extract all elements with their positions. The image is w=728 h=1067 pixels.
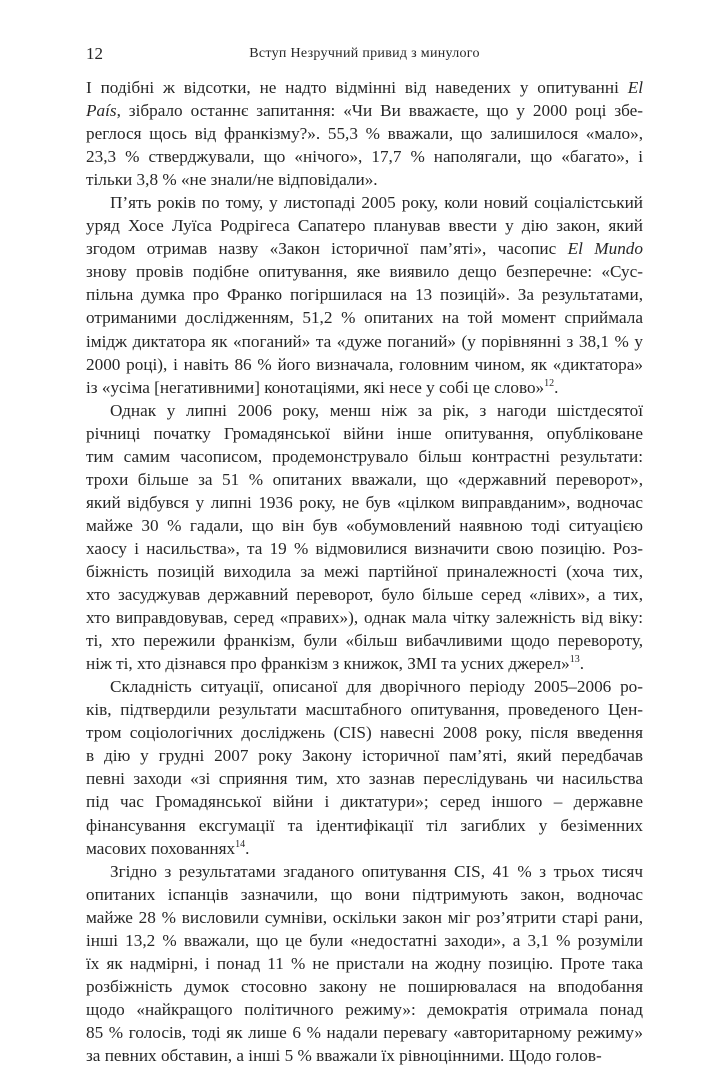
text-line: біжність позицій виходила за межі партійної приналежності (хоча тих, [86, 561, 643, 581]
text-line: País, зібрало останнє запитання: «Чи Ви вважаєте, що у 2000 році збе- [86, 101, 643, 121]
text-line: розбіжність думок стосовно закону не поширювалася на вподобання [86, 976, 643, 996]
text-line: Складність ситуації, описаної для дворічного періоду 2005–2006 ро- [110, 677, 643, 697]
text-line: Однак у липні 2006 року, менш ніж за рік, з нагоди шістдесятої [110, 400, 643, 420]
text-line: за певних обставин, а інші 5 % вважали їх рівноцінними. Щодо голов- [86, 1045, 602, 1065]
text-line: уряд Хосе Луїса Родрігеса Сапатеро планував ввести у дію закон, який [86, 216, 643, 236]
paragraph [86, 399, 643, 676]
text-line: хто засуджував державний переворот, було більше серед «лівих», а тих, [86, 585, 643, 605]
text-line: імідж диктатора як «поганий» та «дуже поганий» (у порівнянні з 38,1 % у [86, 331, 643, 351]
text-line: Згідно з результатами згаданого опитування CIS, 41 % з трьох тисяч [110, 861, 643, 881]
text-line: знову провів подібне опитування, яке виявило дещо безперечне: «Сус- [86, 262, 643, 282]
text-line: трохи більше за 51 % опитаних вважали, що «державний переворот», [86, 469, 643, 489]
text-line: під час Громадянської війни і диктатури»; серед іншого – державне [86, 792, 643, 812]
chapter-title: Вступ Незручний привид з минулого [249, 46, 480, 61]
page-number: 12 [86, 44, 103, 63]
text-line: щодо «найкращого політичного режиму»: демократія отримала понад [86, 999, 643, 1019]
text-line: їх як надмірні, і понад 11 % не пристали на жодну позицію. Проте така [86, 953, 643, 973]
text-line: отриманими дослідженням, 51,2 % опитаних на той момент сприймала [86, 308, 643, 328]
text-line: фінансування ексгумації та ідентифікації тіл загиблих у безіменних [86, 815, 643, 835]
text-line: із «усіма [негативними] конотаціями, які несе у собі це слово»$^{12}$. [86, 377, 559, 397]
text-line: в дію у грудні 2007 року Закону історичної пам’яті, який передбачав [86, 746, 643, 766]
footnote-ref[interactable]: 12 [544, 377, 555, 389]
text-line: 2000 році), і навіть 86 % його визначала, головним чином, як «диктатора» [86, 354, 643, 374]
text-line: річниці початку Громадянської війни інше опитування, опубліковане [86, 423, 643, 443]
italic-title: El [627, 78, 643, 97]
text-line: який відбувся у липні 1936 року, не був «цілком виправданим», водночас [86, 492, 643, 512]
footnote-ref[interactable]: 14 [235, 838, 246, 850]
text-line: тром соціологічних досліджень (CIS) навесні 2008 року, після введення [86, 723, 643, 743]
text-line: хаосу і насильства», та 19 % відмовилися визначити свою позицію. Роз- [86, 538, 643, 558]
text-line: ті, хто пережили франкізм, були «більш вибачливими щодо перевороту, [86, 631, 643, 651]
text-line: ків, підтвердили результати масштабного опитування, проведеного Цен- [86, 700, 643, 720]
text-line: певні заходи «зі сприяння тим, хто зазнав переслідувань чи насильства [86, 769, 643, 789]
paragraph [86, 860, 643, 1067]
text-line: опитаних іспанців зазначили, що вони підтримують закон, водночас [86, 884, 643, 904]
text-line: тільки 3,8 % «не знали/не відповідали». [86, 170, 378, 190]
body-text [86, 76, 643, 1067]
text-line: пільна думка про Франко погіршилася на 13 позицій». За результатами, [86, 285, 643, 305]
text-line: згодом отримав назву «Закон історичної пам’яті», часопис El Mundo [86, 239, 643, 259]
text-line: ніж ті, хто дізнався про франкізм з книжок, ЗМІ та усних джерел»$^{13}$. [86, 654, 585, 674]
text-line: масових похованнях$^{14}$. [86, 838, 250, 858]
italic-title: País [86, 101, 117, 121]
text-line: майже 30 % гадали, що він був «обумовлений наявною тоді ситуацією [86, 515, 643, 535]
running-header [86, 42, 643, 66]
text-line: хто виправдовував, серед «правих»), однак мала чітку залежність від віку: [86, 608, 643, 628]
paragraph [86, 191, 643, 398]
footnote-ref[interactable]: 13 [569, 654, 580, 666]
text-line: тим самим часописом, продемонструвало більш контрастні результати: [86, 446, 643, 466]
italic-title: El Mundo [567, 239, 643, 259]
text-line: 85 % голосів, тоді як лише 6 % надали перевагу «авторитарному режиму» [86, 1022, 643, 1042]
text-line: майже 28 % висловили сумніви, оскільки закон міг роз’ятрити старі рани, [86, 907, 643, 927]
text-line: інші 13,2 % вважали, що це були «недостатні заходи», а 3,1 % розуміли [86, 930, 643, 950]
text-line: І подібні ж відсотки, не надто відмінні від наведених у опитуванні El [86, 78, 643, 97]
paragraph [86, 675, 643, 859]
text-line: 23,3 % стверджували, що «нічого», 17,7 % наполягали, що «багато», і [86, 147, 643, 167]
paragraph [86, 76, 643, 191]
text-line: П’ять років по тому, у листопаді 2005 року, коли новий соціалістський [110, 193, 643, 213]
text-line: реглося щось від франкізму?». 55,3 % вважали, що залишилося «мало», [86, 124, 643, 144]
